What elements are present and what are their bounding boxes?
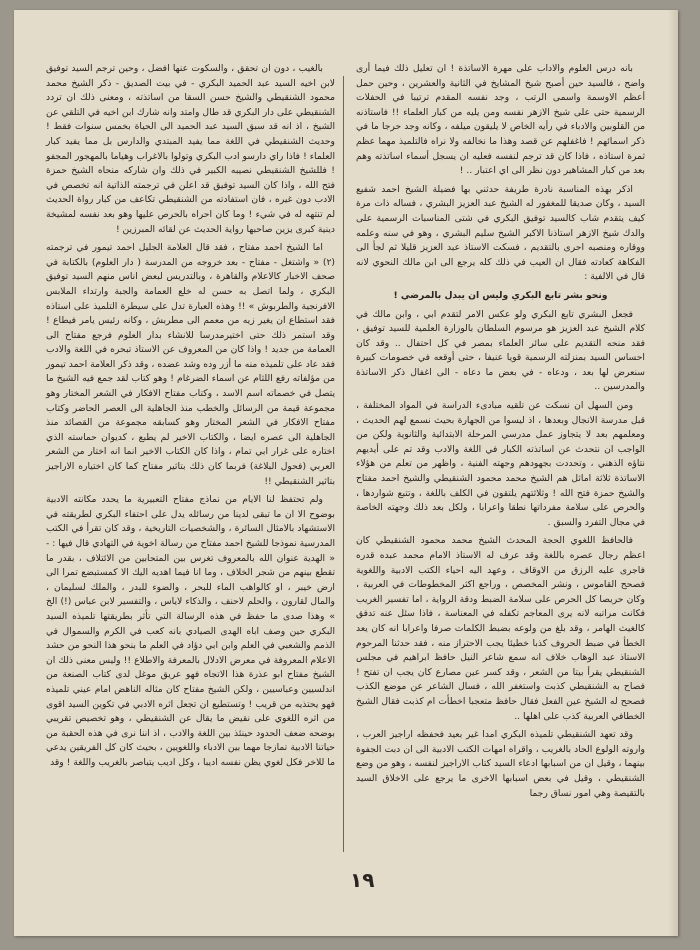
- paragraph: فجعل البشري تابع البكري ولو عكس الامر لتقدم ابي ، وابن مالك في كلام الشيخ عبد العزيز هو مرسوم السلطان بالوزارة العلمية للسيد توفيق ، فقد منحه التقديم على سائر العلماء بمصر في كل احتفال .. وقد كان احساس السيد بمنزلته الرسمية قويا عنيفا ، حتى أوقعه في خصومات كبيرة سنعرض لها بعد ، ودعاه - في بعض ما دعاه - الى اغفال ذكر الاساتذة والمدرسين ..: [356, 308, 645, 393]
- book-page: [14, 10, 678, 936]
- paragraph: فالحافظ اللغوي الحجة المحدث الشيخ محمد محمود الشنقيطي كان اعظم رجال عصره باللغة وقد عرف له الاستاذ الامام محمد عبده قدره فاجرى عليه الرزق من الاوقاف ، وعهد اليه احياء الكتب الادبية واللغوية فصحح القاموس ، ونشر المخصص ، وراجع اكثر المخطوطات في العربية ، وكان حريصا كل الحرص على سلامة الضبط ودقة الرواية ، اما تفسير الغريب فكانت مراتبه لانه يرى المعاجم تكفله في المعناسة ، فاذا سئل عنه تدفق كالغيث الهامر ، وقد بلغ من ولوعه بضبط الكلمات صرفا واعرابا انه كان يعد الخطأ في ضبط الحروف كذبا خطيئا يجب الاحتراز منه ، فقد حدثنا المرحوم الاستاذ عبد الوهاب خلاف انه سمع شاعر النيل حافظ ابراهيم في مجلس الشنقيطي يقرأ بيتا من الشعر ، وقد كسر عين مصارع كان يجب ان تفتح ! فصاح به الشنقيطي كذبت واستغفر الله ، فسال الشاعر عن موضع الكذب فصحح له الشيخ عين الفعل فقال حافظ متعجبا اخطأت ام كذبت فقال الشيخ الخطافي العربية كذب على اهلها ..: [356, 535, 645, 722]
- paragraph: بانه درس العلوم والاداب على مهرة الاساتذة ! ان تعليل ذلك فيما أرى واضح ، فالسيد حين أصبح شيخ المشايخ في الثانية والعشرين ، وحين حمل أعظم الاوسمة واسمى الرتب ، وجد نفسه المقدم ترتيبا في الحفلات الرسمية حتى على شيخ الازهر نفسه ومن يليه من كبار العلماء !! فاستاذنه من القلوبين والادباء في رأيه الخاص لا يليقون ميلفه ، وكانه وجد حرجا ما في ذكر اسمائهم ! فاغفلهم عن قصد وهذا ما نخالفه ولا نراه فالتلميذ مهما عظم ثمرة استاذه ، فاذا كان قد ترجم لنفسه فعليه ان يسجل أسماء اساتذته وهم بعد من كبار المشاهير دون نظر الى اي اعتبار .. !: [356, 63, 645, 177]
- page-spine-shadow: [668, 10, 678, 936]
- paragraph: اذكر بهذه المناسبة نادرة طريفة حدثني بها فضيلة الشيخ احمد شفيع السيد ، وكان صديقا للمغفور له الشيخ عبد العزيز البشري ، فساله ذات مرة كيف يتقدم شاب كالسيد توفيق البكري في شتى المناسبات الرسمية على والدك شيخ الازهر استاذنا الاكبر الشيخ سليم البشري ، وهو في سنه وعلمه ووقاره ومنصبه احرى بالتقديم ، فسكت الاستاذ عبد العزيز قليلا ثم لجأ الى الفكاهة كعادته فقال ان العيب في ذلك كله يرجع الى ابن مالك النحوي لانه قال في الالفية :: [356, 183, 645, 283]
- column-divider: [343, 76, 344, 852]
- right-text-column: [356, 62, 645, 805]
- paragraph: وقد تعهد الشنقيطي تلميذه البكري امدا غير بعيد فحفظه اراجيز العرب ، واروته الولوع الحاد بالغريب ، واقراه امهات الكتب الادبية الى ان دبت الجفوة بينهما ، وقيل ان من اسبابها ادعاء السيد كتاب الاراجيز لنفسه ، وهو من وضع الشنقيطي ، وقيل في بعض اسبابها الاخرى ما يرجع على الاخلاق السيد بالتقيصة وهي امور نساق رجما: [356, 729, 645, 799]
- paragraph: ولم تحتفظ لنا الايام من نماذج مفتاح التعبيرية ما يحدد مكانته الادبية بوضوح الا ان ما تبقى لدينا من رسائله يدل على احتفاء البكري لطريقته في الاستشهاد بالامثال السائرة ، والشخصيات التاريخية ، وقد كان تقرأ في الكتب المدرسية نموذجا للشيخ احمد مفتاح من رسالة اخوية في التهادي قال فيها : - « الهدية عنوان الله بالمعروف تغرس بين المتحابين من الائتلاف ، بقدر ما تقطع بينهم من شجر الخلاف ، وما انا فيما اهديه اليك الا كمستبضع تمرا الى ارض خيبر ، او كالواهب الماء للبحر ، والضوء للبدر ، والملك لسليمان ، والمال لقارون ، والحلم لاحنف ، والذكاء لاياس ، والتفسير لابن عباس (!) الخ » وهذا صدى ما حفظ في هذه الرسالة التي تأثر بطريقتها تلميذه السيد البكري حين وصف اباه الهدى الصيادي بانه كعب في الكرم والسموال في الذمم والشعبي في العلم وابن ابي دؤاد في العلم ما بنحو هذا النحو من حشد الاعلام المعروفة في معرض الادلال بالمعرفة والاطلاع !! وليس معنى ذلك ان الشيخ مفتاح ابو عذرة هذا الاتجاه فهو عريق موغل لدى كتاب الصنعة من اندلسيين وعباسيين ، ولكن الشيخ مفتاح كان مثاله الناهض امام عيني تلميذه فهو يحتذيه من قريب ! وتستطيع ان تجعل اثره الادبي في تكوين السيد اقوى من اثره اللغوي على نقيض ما يقال عن الشنقيطي ، وهو تخصيص تقريبي بوضحه ضعف الحدود حينئذ بين اللغة والادب ، اذ اننا نرى في هذه الحقبة من حياتنا الادبية تمازجا مهما بين الادباء واللغويين ، بحيث كان كل الفريقين يدعي ما للاخر فكل لغوي يظن نفسه اديبا ، وكل اديب يتباصر بالغريب واللغة ! وقد: [46, 494, 335, 768]
- paragraph: ومن السهل ان نسكت عن تلقيه مبادىء الدراسة في المواد المختلفة ، قبل مدرسة الانجال وبعدها ، اذ ليسوا من الجهارة بحيث نسمع لهم الحديث ، ومعلمهم بعد لا يتجاوز عمل مدرسي المرحلة الابتدائية والثانوية ولكن من الواجب ان نتحدث عن اساتذته الكبار في اللغة والادب وقد تم على أيديهم نتاؤه الذهني ، وتحددت بجهودهم وجهته الفنية ، واظهر من تعلم من هؤلاء الاساتذة ثلاثة اماثل هم الشيخ محمد محمود الشنقيطي والشيخ احمد مفتاح والشيخ حمزة فتح الله ! وثلاثتهم يلتقون في الكلف باللغة ، وتتبع شواردها ، والحرص على سلامة مفرداتها نطقا واعرابا ، ولكل بعد ذلك وجهته الخاصة في مجال التفرد والسبق .: [356, 400, 645, 528]
- quoted-verse: ونحو بشر تابع البكري وليس ان يبدل بالمرضي !: [393, 289, 608, 301]
- paragraph: بالغيب ، دون ان تحقق ، والسكوت عنها افضل ، وحين ترجم السيد توفيق لابن اخيه السيد عبد الحميد البكري - في بيت الصديق - ذكر الشيخ محمد محمود الشنقيطي والشيخ حسن السقا من اساتذته ، ومعنى ذلك ان تردد الشنقيطي على دار البكري قد طال وامتد وانه شارك ابن اخيه في التلقي عن الشيخ ، اذ انه قد سبق السيد عبد الحميد الى الحياة بخمس سنوات فقط ! وحديث الشنقيطي في اللغة مما يفيد المبتدي والدارس بل مما يفيد كبار العلماء ! فاذا راي دارسو ادب البكري وتولوا بالاغراب وهياما بالمهجور المجفو ! فللشيخ الشنقيطي نصيبه الكبير في ذلك وان شاركه منحاه الشيخ حمزة فتح الله ، واذا كان السيد توفيق قد اعلن في ترجمته الذاتية انه تخصص في الادب دون غيره ، فان استفادته من الشنقيطي تكاعف من كبار رواة الحديث لم تنتهه له في شيء ! وما كان احراه بالحرص عليها وهو بعد نفسه لمشيخة دينية كبرى يزين صاحبها رواية الحديث عن لقائه المبرزين !: [46, 63, 335, 235]
- page-number: ١٩: [350, 868, 375, 892]
- paragraph: اما الشيخ احمد مفتاح ، فقد قال العلامة الجليل احمد تيمور في ترجمته (٢) « واشتغل - مفتاح - بعد خروجه من المدرسة ( دار العلوم) بالكتابة في صحف الاخبار كالاعلام والقاهرة ، وبالتدريس لبعض اناس منهم السيد توفيق البكري ، ولما اتصل به حسن له خلع العمامة والجبة وارتداء الملابس الافرنجية والطربوش » !! وهذه العبارة تدل على سيطرة التلميذ على استاذه فقد استطاع ان يغير زيه من معمم الى مطربش ، وكانه رئيس يامر فيطاع ! وقد استمر ذلك حتى اختيرمدرسا للانشاء بدار العلوم فرجع مفتاح الى العمامة من جديد ! واذا كان من المعروف عن الاستاذ تبحره في اللغة والادب فقد عاد على تلميذه منه ما أزر وده وشد عضده ، وقد ذكر العلامة احمد تيمور من مؤلفاته رفع اللثام عن اسماء الضرغام ! وهو كتاب لقد جمع فيه الشيخ ما يتصل في خصماته اسم الاسد ، وكتاب مفتاح الافكار في الشعر المختار وهو مجموعة قيمة من الرسائل والخطب منذ الجاهلية الى العصر الحاضر وكتاب مفتاح الافكار في الشعر المختار وهو كسابقه مجموعة من القصائد منذ الجاهلية الى عصره ايضا ، والكتاب الاخير لم يطبع ، كديوان حماسته الذي اختاره على غرار ابي تمام ، واذا كان الكتاب الاخير انما انه اختار من الشعر العربي (فحول البلاغة) فربما كان ذلك بتاثير مفتاح كما كان اختياره الاراجيز بتاثير الشنقيطي !!: [46, 242, 335, 487]
- left-text-column: [46, 62, 335, 775]
